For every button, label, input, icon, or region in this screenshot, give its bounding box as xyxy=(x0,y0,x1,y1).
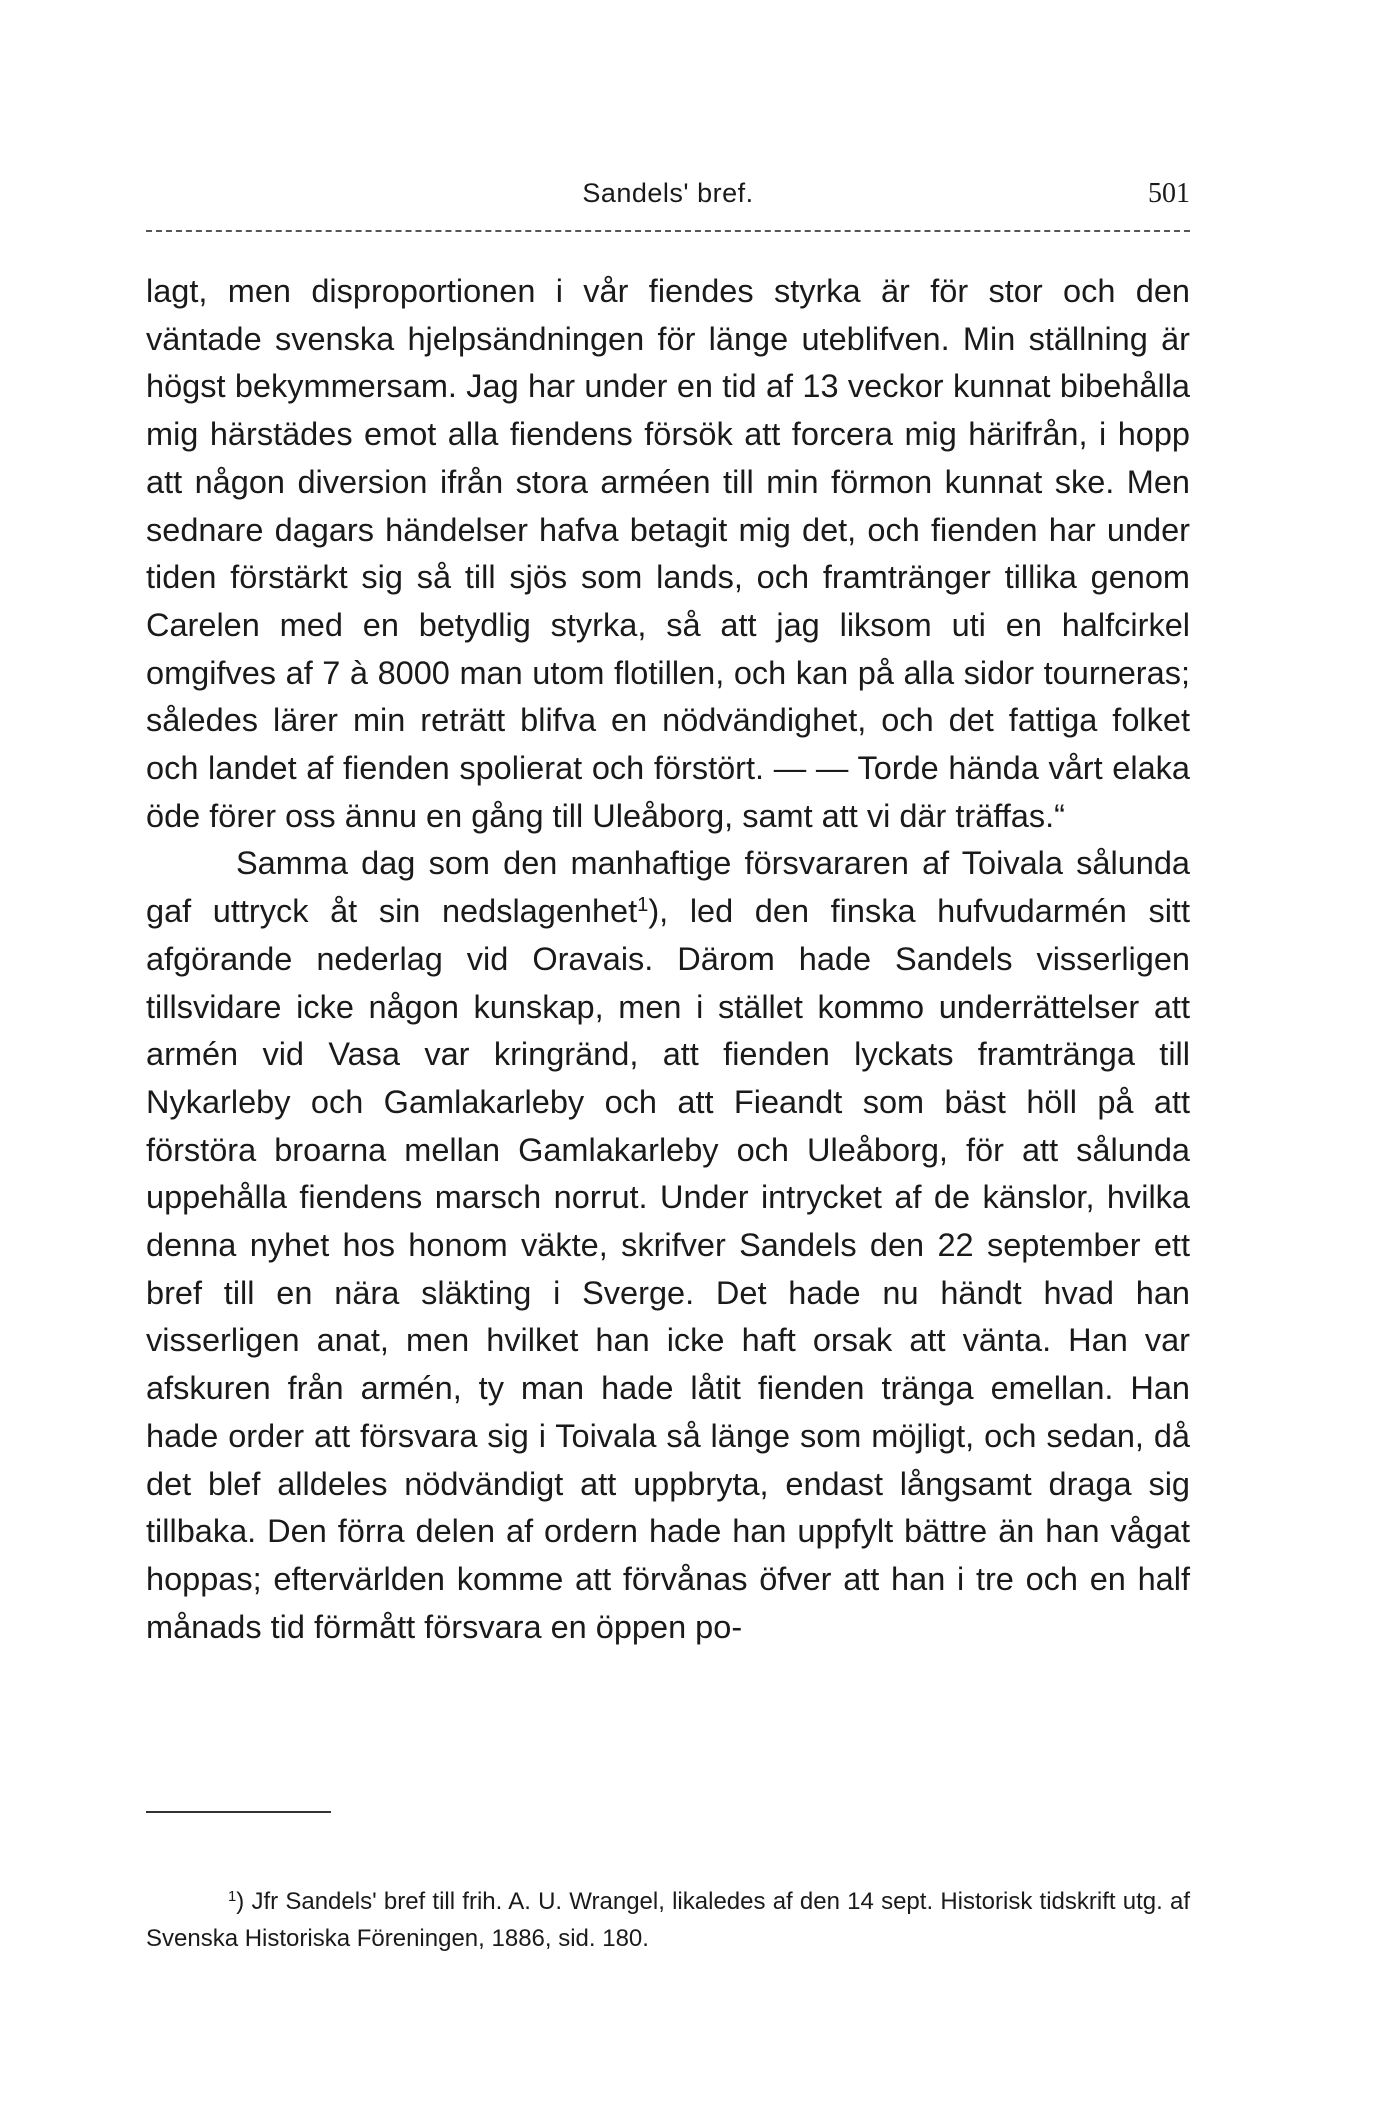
footnote-rule xyxy=(146,1811,331,1813)
footnote-marker: 1 xyxy=(228,1888,237,1905)
footnotes xyxy=(146,1883,1190,1957)
paragraph-1: lagt, men disproportionen i vår fiendes styrka är för stor och den väntade svenska hjelpsändningen för länge uteblifven. Min ställning är högst bekymmersam. Jag har under en tid af 13 veckor kunnat bibehålla mig härstädes emot alla fiendens försök att forcera mig härifrån, i hopp att någon diversion ifrån stora arméen till min förmon kunnat ske. Men sednare dagars händelser hafva betagit mig det, och fienden har under tiden förstärkt sig så till sjös som lands, och framtränger tillika genom Carelen med en betydlig styrka, så att jag liksom uti en halfcirkel omgifves af 7 à 8000 man utom flotillen, och kan på alla sidor tourneras; således lärer min reträtt blifva en nödvändighet, och det fattiga folket och landet af fienden spolierat och förstört. — — Torde hända vårt elaka öde förer oss ännu en gång till Uleåborg, samt att vi där träffas.“ xyxy=(146,273,1190,834)
running-title: Sandels' bref. xyxy=(582,178,754,208)
footnote xyxy=(146,1883,1190,1957)
paragraph-2-text-start: Samma dag som den manhaftige försvararen af Toivala sålunda gaf uttryck åt sin nedslagenhet xyxy=(146,845,1190,930)
paragraph-2 xyxy=(146,840,1190,1651)
footnote-text: ) Jfr Sandels' bref till frih. A. U. Wrangel, likaledes af den 14 sept. Historisk tidskrift utg. af Svenska Historiska Föreningen, 1886, sid. 180. xyxy=(146,1888,1190,1952)
running-head xyxy=(146,178,1190,218)
paragraph-2-text-end: ), led den finska hufvudarmén sitt afgörande nederlag vid Oravais. Därom hade Sandels visserligen tillsvidare icke någon kunskap, men i stället kommo underrättelser att armén vid Vasa var kringränd, att fienden lyckats framtränga till Nykarleby och Gamlakarleby och att Fieandt som bäst höll på att förstöra broarna mellan Gamlakarleby och Uleåborg, för att sålunda uppehålla fiendens marsch norrut. Under intrycket af de känslor, hvilka denna nyhet hos honom väkte, skrifver Sandels den 22 september ett bref till en nära släkting i Sverge. Det hade nu händt hvad han visserligen anat, men hvilket han icke haft orsak att vänta. Han var afskuren från armén, ty man hade låtit fienden tränga emellan. Han hade order att försvara sig i Toivala så länge som möjligt, och sedan, då det blef alldeles nödvändigt att uppbryta, endast långsamt draga sig tillbaka. Den förra delen af ordern hade han uppfylt bättre än han vågat hoppas; eftervärlden komme att förvånas öfver att han i tre och en half månads tid förmått försvara en öppen po- xyxy=(146,893,1190,1645)
body-text xyxy=(146,268,1190,1651)
header-rule xyxy=(146,230,1190,232)
page-number: 501 xyxy=(1148,178,1190,209)
footnote-reference: 1 xyxy=(637,894,649,917)
